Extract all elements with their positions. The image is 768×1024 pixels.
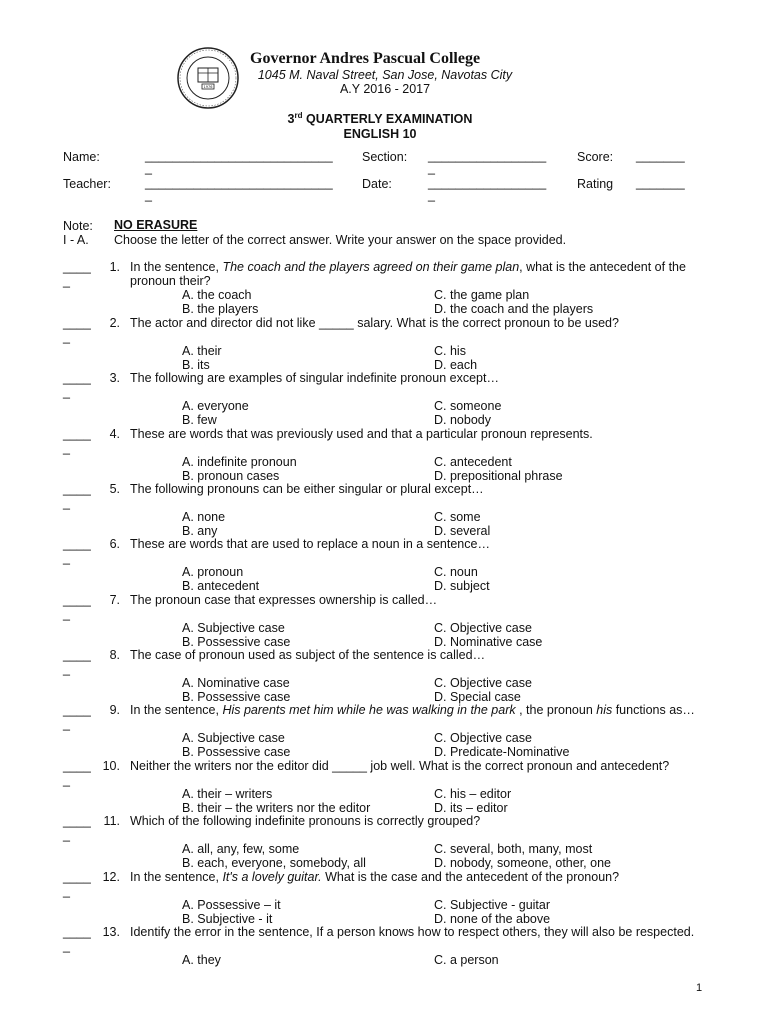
question-number: 10. bbox=[102, 759, 120, 773]
academic-year: A.Y 2016 - 2017 bbox=[339, 82, 431, 96]
option-d[interactable]: D. several bbox=[434, 524, 491, 538]
option-d[interactable]: D. its – editor bbox=[434, 801, 508, 815]
option-c[interactable]: C. a person bbox=[434, 953, 499, 967]
option-b[interactable]: B. antecedent bbox=[182, 579, 260, 593]
option-d[interactable]: D. Special case bbox=[434, 690, 521, 704]
question-text: These are words that are used to replace a noun in a sentence… bbox=[130, 537, 490, 551]
answer-blank-tail: _ bbox=[63, 828, 70, 842]
name-field[interactable]: ___________________________ bbox=[145, 149, 333, 163]
option-c[interactable]: C. the game plan bbox=[434, 288, 530, 302]
question-number: 5. bbox=[109, 482, 120, 496]
question-number: 7. bbox=[109, 593, 120, 607]
option-c[interactable]: C. his – editor bbox=[434, 787, 512, 801]
answer-blank[interactable]: ____ bbox=[63, 814, 91, 828]
option-d[interactable]: D. prepositional phrase bbox=[434, 469, 563, 483]
option-a[interactable]: A. Subjective case bbox=[182, 731, 285, 745]
question-text: In the sentence, The coach and the players agreed on their game plan, what is the antecedent of the pronoun their? bbox=[130, 260, 686, 288]
option-c[interactable]: C. someone bbox=[434, 399, 502, 413]
answer-blank[interactable]: ____ bbox=[63, 482, 91, 496]
question-text: In the sentence, It's a lovely guitar. What is the case and the antecedent of the pronoun? bbox=[130, 870, 620, 884]
answer-blank[interactable]: ____ bbox=[63, 870, 91, 884]
question-number: 2. bbox=[109, 316, 120, 330]
svg-text:1976: 1976 bbox=[203, 85, 213, 89]
option-a[interactable]: A. Subjective case bbox=[182, 621, 285, 635]
option-b[interactable]: B. Subjective - it bbox=[182, 912, 273, 926]
option-d[interactable]: D. nobody bbox=[434, 413, 491, 427]
option-c[interactable]: C. Objective case bbox=[434, 621, 532, 635]
option-a[interactable]: A. their – writers bbox=[182, 787, 273, 801]
question-text: The following pronouns can be either singular or plural except… bbox=[130, 482, 484, 496]
question-text: The case of pronoun used as subject of the sentence is called… bbox=[130, 648, 486, 662]
option-c[interactable]: C. his bbox=[434, 344, 466, 358]
answer-blank[interactable]: ____ bbox=[63, 537, 91, 551]
option-c[interactable]: C. some bbox=[434, 510, 481, 524]
college-seal-icon bbox=[176, 46, 240, 110]
option-a[interactable]: A. the coach bbox=[182, 288, 252, 302]
question-text: Neither the writers nor the editor did _____ job well. What is the correct pronoun and antecedent? bbox=[130, 759, 670, 773]
option-b[interactable]: B. Possessive case bbox=[182, 635, 291, 649]
teacher-field-tail: _ bbox=[145, 188, 152, 202]
option-b[interactable]: B. each, everyone, somebody, all bbox=[182, 856, 366, 870]
teacher-field[interactable]: ___________________________ bbox=[145, 176, 333, 190]
section-field-tail: _ bbox=[428, 161, 435, 175]
answer-blank-tail: _ bbox=[63, 274, 70, 288]
question-number: 12. bbox=[102, 870, 120, 884]
option-a[interactable]: A. their bbox=[182, 344, 222, 358]
question-text: The actor and director did not like _____ salary. What is the correct pronoun to be used? bbox=[130, 316, 619, 330]
section-code: I - A. bbox=[63, 233, 89, 247]
option-d[interactable]: D. Nominative case bbox=[434, 635, 543, 649]
option-a[interactable]: A. Possessive – it bbox=[182, 898, 281, 912]
section-field[interactable]: _________________ bbox=[428, 149, 547, 163]
subject-title: ENGLISH 10 bbox=[343, 127, 417, 142]
name-label: Name: bbox=[63, 150, 100, 164]
question-number: 8. bbox=[109, 648, 120, 662]
teacher-label: Teacher: bbox=[63, 177, 111, 191]
score-field[interactable]: _______ bbox=[636, 149, 685, 163]
note-label: Note: bbox=[63, 219, 93, 233]
date-field[interactable]: _________________ bbox=[428, 176, 547, 190]
question-number: 3. bbox=[109, 371, 120, 385]
option-b[interactable]: B. few bbox=[182, 413, 217, 427]
option-a[interactable]: A. pronoun bbox=[182, 565, 244, 579]
answer-blank[interactable]: ____ bbox=[63, 593, 91, 607]
option-d[interactable]: D. none of the above bbox=[434, 912, 551, 926]
question-text: These are words that was previously used and that a particular pronoun represents. bbox=[130, 427, 593, 441]
option-b[interactable]: B. their – the writers nor the editor bbox=[182, 801, 371, 815]
answer-blank[interactable]: ____ bbox=[63, 427, 91, 441]
rating-field[interactable]: _______ bbox=[636, 176, 685, 190]
answer-blank-tail: _ bbox=[63, 773, 70, 787]
answer-blank-tail: _ bbox=[63, 551, 70, 565]
answer-blank-tail: _ bbox=[63, 717, 70, 731]
college-name: Governor Andres Pascual College bbox=[250, 50, 481, 67]
option-d[interactable]: D. subject bbox=[434, 579, 490, 593]
option-a[interactable]: A. they bbox=[182, 953, 221, 967]
question-number: 13. bbox=[102, 925, 120, 939]
option-a[interactable]: A. Nominative case bbox=[182, 676, 290, 690]
question-number: 9. bbox=[109, 703, 120, 717]
question-text: In the sentence, His parents met him while he was walking in the park , the pronoun his functions as… bbox=[130, 703, 695, 717]
answer-blank[interactable]: ____ bbox=[63, 759, 91, 773]
name-field-tail: _ bbox=[145, 161, 152, 175]
option-b[interactable]: B. its bbox=[182, 358, 210, 372]
option-b[interactable]: B. any bbox=[182, 524, 218, 538]
rating-label: Rating bbox=[577, 177, 614, 191]
page-number: 1 bbox=[696, 982, 703, 994]
question-text: Which of the following indefinite pronouns is correctly grouped? bbox=[130, 814, 481, 828]
question-number: 4. bbox=[109, 427, 120, 441]
option-c[interactable]: C. antecedent bbox=[434, 455, 512, 469]
option-b[interactable]: B. Possessive case bbox=[182, 745, 291, 759]
answer-blank-tail: _ bbox=[63, 330, 70, 344]
question-number: 11. bbox=[103, 814, 120, 828]
date-field-tail: _ bbox=[428, 188, 435, 202]
question-text: The pronoun case that expresses ownership is called… bbox=[130, 593, 438, 607]
question-text: Identify the error in the sentence, If a person knows how to respect others, they will also be respected. bbox=[130, 925, 695, 939]
option-a[interactable]: A. everyone bbox=[182, 399, 249, 413]
note-text: NO ERASURE bbox=[114, 218, 198, 232]
question-number: 6. bbox=[109, 537, 120, 551]
answer-blank[interactable]: ____ bbox=[63, 648, 91, 662]
answer-blank-tail: _ bbox=[63, 441, 70, 455]
answer-blank[interactable]: ____ bbox=[63, 925, 91, 939]
option-d[interactable]: D. the coach and the players bbox=[434, 302, 594, 316]
score-label: Score: bbox=[577, 150, 614, 164]
answer-blank-tail: _ bbox=[63, 939, 70, 953]
answer-blank-tail: _ bbox=[63, 662, 70, 676]
option-c[interactable]: C. noun bbox=[434, 565, 478, 579]
option-a[interactable]: A. all, any, few, some bbox=[182, 842, 300, 856]
answer-blank-tail: _ bbox=[63, 607, 70, 621]
answer-blank-tail: _ bbox=[63, 496, 70, 510]
option-d[interactable]: D. Predicate-Nominative bbox=[434, 745, 570, 759]
answer-blank[interactable]: ____ bbox=[63, 316, 91, 330]
option-d[interactable]: D. each bbox=[434, 358, 478, 372]
answer-blank-tail: _ bbox=[63, 884, 70, 898]
answer-blank[interactable]: ____ bbox=[63, 260, 91, 274]
question-text: The following are examples of singular indefinite pronoun except… bbox=[130, 371, 499, 385]
option-c[interactable]: C. Objective case bbox=[434, 676, 532, 690]
option-d[interactable]: D. nobody, someone, other, one bbox=[434, 856, 611, 870]
option-c[interactable]: C. Subjective - guitar bbox=[434, 898, 551, 912]
question-number: 1. bbox=[109, 260, 120, 274]
date-label: Date: bbox=[362, 177, 392, 191]
option-c[interactable]: C. several, both, many, most bbox=[434, 842, 593, 856]
option-a[interactable]: A. indefinite pronoun bbox=[182, 455, 297, 469]
option-b[interactable]: B. pronoun cases bbox=[182, 469, 280, 483]
section-label: Section: bbox=[362, 150, 408, 164]
option-a[interactable]: A. none bbox=[182, 510, 226, 524]
exam-heading: 3rd QUARTERLY EXAMINATION ENGLISH 10 bbox=[200, 108, 560, 142]
answer-blank[interactable]: ____ bbox=[63, 703, 91, 717]
answer-blank[interactable]: ____ bbox=[63, 371, 91, 385]
option-b[interactable]: B. Possessive case bbox=[182, 690, 291, 704]
option-b[interactable]: B. the players bbox=[182, 302, 259, 316]
section-instruction: Choose the letter of the correct answer. Write your answer on the space provided. bbox=[114, 233, 567, 247]
answer-blank-tail: _ bbox=[63, 385, 70, 399]
option-c[interactable]: C. Objective case bbox=[434, 731, 532, 745]
college-address: 1045 M. Naval Street, San Jose, Navotas City bbox=[257, 68, 513, 82]
